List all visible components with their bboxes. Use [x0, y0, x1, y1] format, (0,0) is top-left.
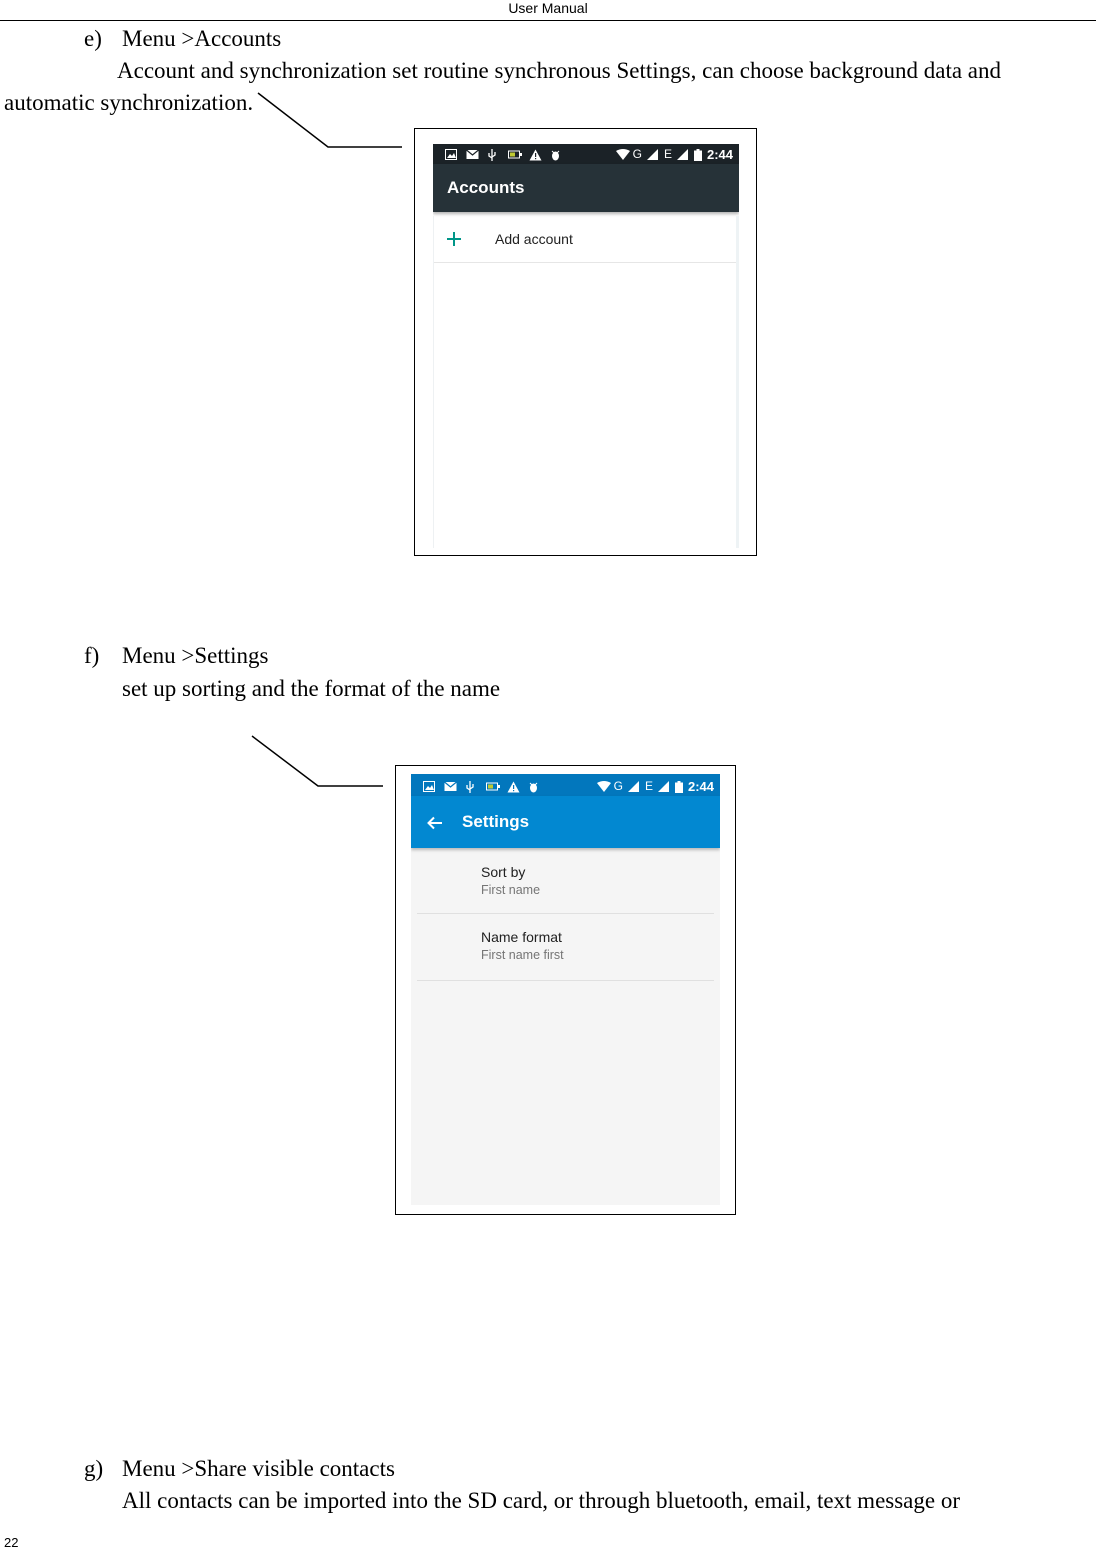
- usb-icon: [487, 149, 499, 160]
- signal-icon: [628, 781, 640, 792]
- section-e-body-line1: Account and synchronization set routine synchronous Settings, can choose background data and: [117, 58, 1001, 83]
- network-type-g: G: [613, 779, 623, 793]
- battery-icon: [675, 781, 683, 792]
- battery-saver-icon: [508, 149, 520, 160]
- status-bar: [433, 144, 739, 164]
- settings-appbar: [411, 796, 720, 848]
- battery-saver-icon: [486, 781, 498, 792]
- pref-name-format[interactable]: [411, 915, 720, 981]
- section-e-body-line2: automatic synchronization.: [4, 90, 254, 115]
- signal-icon-2: [658, 781, 670, 792]
- section-f-heading: [84, 642, 269, 670]
- wifi-icon: [616, 149, 628, 160]
- section-g-body: All contacts can be imported into the SD card, or through bluetooth, email, text message or: [122, 1488, 961, 1513]
- pref-sort-by-title: Sort by: [481, 864, 526, 880]
- accounts-title: Accounts: [447, 178, 525, 197]
- section-e-title: Menu >Accounts: [122, 26, 282, 51]
- section-f-title: Menu >Settings: [122, 643, 269, 668]
- network-type-g: G: [632, 147, 642, 161]
- pref-name-format-value: First name first: [481, 948, 564, 962]
- header-divider: [0, 20, 1096, 21]
- plus-icon: [447, 232, 461, 246]
- accounts-screenshot-frame: [414, 128, 757, 556]
- accounts-appbar: [433, 164, 739, 212]
- status-time: 2:44: [687, 778, 714, 794]
- settings-screenshot-frame: [395, 765, 736, 1215]
- section-f-body: set up sorting and the format of the name: [122, 676, 501, 701]
- pref-sort-by-value: First name: [481, 883, 541, 897]
- section-g-heading: [84, 1455, 395, 1483]
- left-edge: [433, 216, 434, 548]
- signal-icon: [647, 149, 659, 160]
- pref-name-format-title: Name format: [481, 929, 562, 945]
- email-icon: [444, 781, 456, 792]
- section-f-marker: f): [84, 643, 100, 668]
- settings-title: Settings: [462, 812, 530, 831]
- pref-divider: [417, 980, 714, 981]
- right-edge: [736, 216, 739, 548]
- page-number: 22: [4, 1535, 19, 1550]
- section-g-title: Menu >Share visible contacts: [122, 1456, 395, 1481]
- usb-icon: [465, 781, 477, 792]
- section-e-heading: [84, 25, 281, 53]
- wifi-icon: [597, 781, 609, 792]
- back-arrow-icon[interactable]: [427, 815, 443, 829]
- callout-line-settings: [252, 736, 383, 786]
- status-time: 2:44: [706, 146, 733, 162]
- section-e-marker: e): [84, 26, 102, 51]
- network-type-e: E: [663, 147, 672, 161]
- add-account-label: Add account: [495, 231, 573, 247]
- warning-icon: [507, 781, 519, 792]
- battery-icon: [694, 149, 702, 160]
- add-account-item[interactable]: [433, 216, 739, 263]
- android-debug-icon: [528, 781, 540, 792]
- email-icon: [466, 149, 478, 160]
- pref-divider: [417, 913, 714, 914]
- settings-screen: [411, 774, 720, 1205]
- warning-icon: [529, 149, 541, 160]
- callout-line-accounts: [258, 93, 402, 147]
- section-g-marker: g): [84, 1456, 104, 1481]
- signal-icon-2: [677, 149, 689, 160]
- pref-sort-by[interactable]: [411, 850, 720, 914]
- running-header: User Manual: [508, 0, 588, 16]
- image-icon: [423, 781, 435, 792]
- status-bar: [411, 776, 720, 796]
- accounts-screen: [433, 144, 739, 548]
- network-type-e: E: [644, 779, 653, 793]
- status-top-strip: [411, 774, 720, 776]
- android-debug-icon: [550, 149, 562, 160]
- image-icon: [445, 149, 457, 160]
